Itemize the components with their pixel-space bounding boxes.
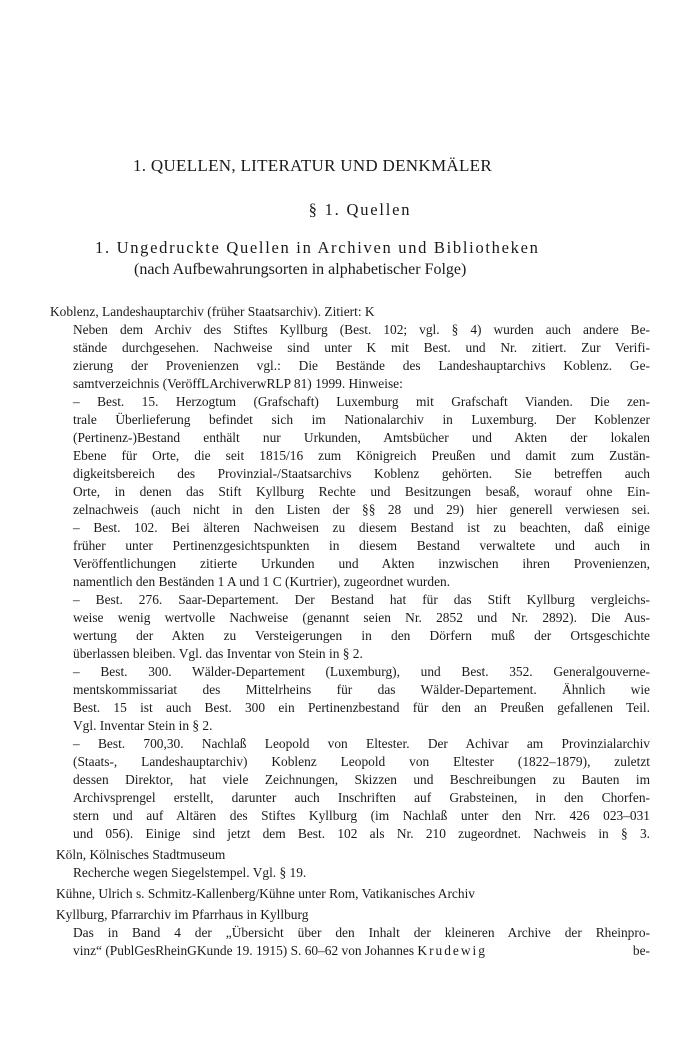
text-line-segment: be- xyxy=(629,943,650,958)
text-line: Veröffentlichungen zitierte Urkunden und Akten inzwischen ihren Provenienzen, xyxy=(73,556,650,571)
text-line: zierung der Provenienzen vgl.: Die Bestände des Landeshauptarchivs Koblenz. Ge- xyxy=(73,358,650,373)
text-line: – Best. 700,30. Nachlaß Leopold von Eltester. Der Achivar am Provinzialarchiv xyxy=(73,736,650,751)
text-line: weise wenig wertvolle Nachweise (genannt seien Nr. 2852 und Nr. 2892). Die Aus- xyxy=(73,610,650,625)
text-line: Neben dem Archiv des Stiftes Kyllburg (Best. 102; vgl. § 4) wurden auch andere Be- xyxy=(73,322,650,337)
entry-kyllburg-heading: Kyllburg, Pfarrarchiv im Pfarrhaus in Kyllburg xyxy=(56,907,309,922)
text-line: samtverzeichnis (VeröffLArchiverwRLP 81) 1999. Hinweise: xyxy=(73,376,403,391)
text-line: Vgl. Inventar Stein in § 2. xyxy=(73,718,213,733)
entry-koeln-heading: Köln, Kölnisches Stadtmuseum xyxy=(56,847,226,862)
author-name-spaced: Krudewig xyxy=(417,943,487,958)
entry-kuehne-heading: Kühne, Ulrich s. Schmitz-Kallenberg/Kühne unter Rom, Vatikanisches Archiv xyxy=(56,886,475,901)
text-line-last xyxy=(73,942,650,960)
text-line: Recherche wegen Siegelstempel. Vgl. § 19. xyxy=(73,865,307,880)
subsection-heading: 1. Ungedruckte Quellen in Archiven und Bibliotheken xyxy=(95,238,540,257)
text-line: – Best. 300. Wälder-Departement (Luxemburg), und Best. 352. Generalgouverne- xyxy=(73,664,650,679)
text-line: mentskommissariat des Mittelrheins für das Wälder-Departement. Ähnlich wie xyxy=(73,682,650,697)
text-line-segment: vinz“ (PublGesRheinGKunde 19. 1915) S. 60–62 von Johannes xyxy=(73,943,418,958)
text-line: stern und auf Altären des Stiftes Kyllburg (im Nachlaß unter den Nrr. 426 023–031 xyxy=(73,808,650,823)
text-line: namentlich den Beständen 1 A und 1 C (Kurtrier), zugeordnet wurden. xyxy=(73,574,451,589)
text-line: Ebene für Orte, die seit 1815/16 zum Königreich Preußen und damit zum Zustän- xyxy=(73,448,650,463)
text-line: zelnachweis (auch nicht in den Listen der §§ 28 und 29) hier generell verwiesen sei. xyxy=(73,502,650,517)
text-line: Das in Band 4 der „Übersicht über den Inhalt der kleineren Archive der Rheinpro- xyxy=(73,925,650,940)
text-line: – Best. 102. Bei älteren Nachweisen zu diesem Bestand ist zu beachten, daß einige xyxy=(73,520,650,535)
text-line: wertung der Akten zu Versteigerungen in den Dörfern muß der Ortsgeschichte xyxy=(73,628,650,643)
text-line: und 056). Einige sind jetzt dem Best. 102 als Nr. 210 zugeordnet. Nachweis in § 3. xyxy=(73,826,650,841)
text-line: Archivsprengel erstellt, darunter auch Inschriften auf Grabsteinen, in den Chorfen- xyxy=(73,790,650,805)
text-line: (Pertinenz-)Bestand enthält nur Urkunden, Amtsbücher und Akten der lokalen xyxy=(73,430,650,445)
text-line: trale Überlieferung befindet sich im Nationalarchiv in Luxemburg. Der Koblenzer xyxy=(73,412,650,427)
text-line: stände durchgesehen. Nachweise sind unter K mit Best. und Nr. zitiert. Zur Verifi- xyxy=(73,340,650,355)
text-line: Best. 15 ist auch Best. 300 ein Pertinenzbestand für den an Preußen gefallenen Teil. xyxy=(73,700,650,715)
text-line: überlassen bleiben. Vgl. das Inventar von Stein in § 2. xyxy=(73,646,363,661)
entry-koblenz-heading: Koblenz, Landeshauptarchiv (früher Staatsarchiv). Zitiert: K xyxy=(50,304,375,319)
chapter-heading: 1. QUELLEN, LITERATUR UND DENKMÄLER xyxy=(133,156,492,175)
text-line: digkeitsbereich des Provinzial-/Staatsarchivs Koblenz gehörten. Sie betreffen auch xyxy=(73,466,650,481)
text-line: – Best. 276. Saar-Departement. Der Bestand hat für das Stift Kyllburg vergleichs- xyxy=(73,592,650,607)
text-line: Orte, in denen das Stift Kyllburg Rechte und Besitzungen besaß, worauf ohne Ein- xyxy=(73,484,650,499)
section-heading: § 1. Quellen xyxy=(308,200,412,219)
text-line: (Staats-, Landeshauptarchiv) Koblenz Leopold von Eltester (1822–1879), zuletzt xyxy=(73,754,650,769)
subsection-subtitle: (nach Aufbewahrungsorten in alphabetischer Folge) xyxy=(134,261,467,278)
text-line: – Best. 15. Herzogtum (Grafschaft) Luxemburg mit Grafschaft Vianden. Die zen- xyxy=(73,394,650,409)
text-line: dessen Direktor, hat viele Zeichnungen, Skizzen und Beschreibungen zu Bauten im xyxy=(73,772,650,787)
text-line: früher unter Pertinenzgesichtspunkten in diesem Bestand verwaltete und auch in xyxy=(73,538,650,553)
